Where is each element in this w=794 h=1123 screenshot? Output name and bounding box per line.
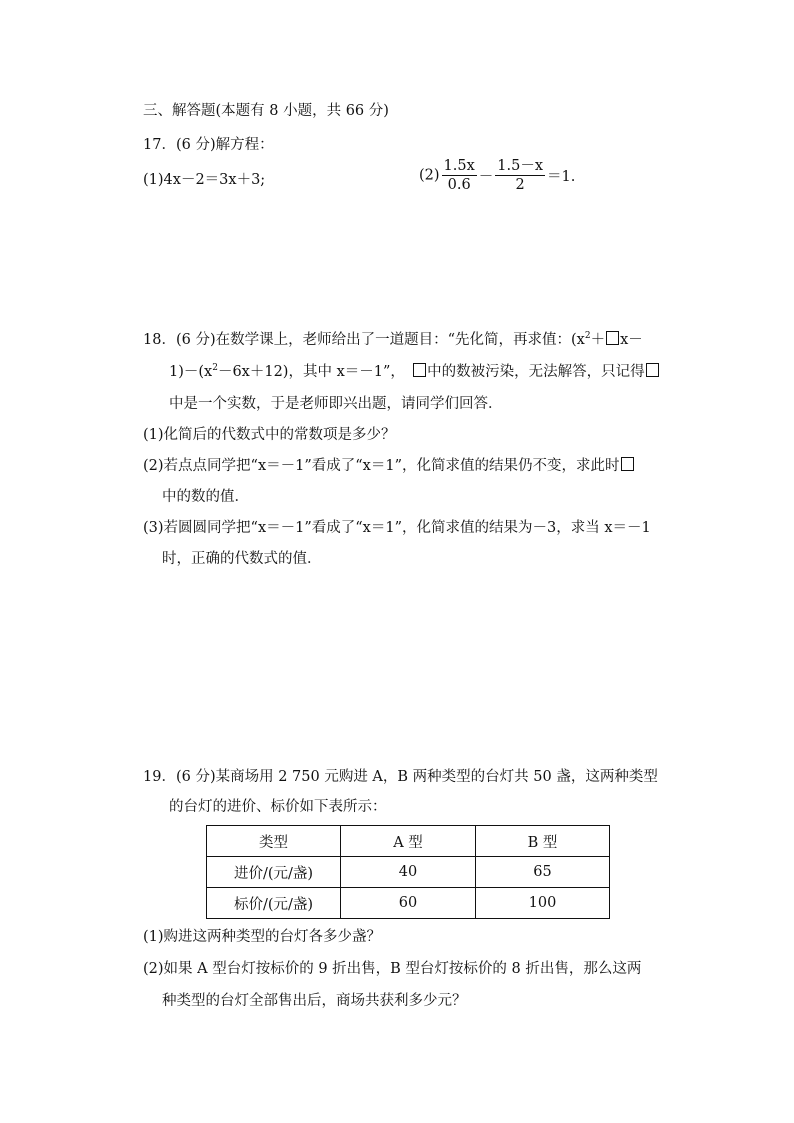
q17-fraction-1-numerator: 1.5x xyxy=(443,158,475,174)
q19-line1: 19．(6 分)某商场用 2 750 元购进 A，B 两种类型的台灯共 50 盏，这两种类型 xyxy=(143,769,658,785)
q17-rhs: ＝1. xyxy=(547,169,576,185)
q18-line3: 中是一个实数，于是老师即兴出题，请同学们回答． xyxy=(169,396,503,412)
q18-sub2-text: (2)若点点同学把“x＝－1”看成了“x＝1”，化简求值的结果仍不变，求此时 xyxy=(143,458,620,474)
q18-sub3-cont: 时，正确的代数式的值． xyxy=(162,551,322,567)
q17-stem: 17．(6 分)解方程： xyxy=(143,137,274,153)
q19-sub1: (1)购进这两种类型的台灯各多少盏？ xyxy=(143,929,382,945)
q18-line2-text-c: 中的数被污染，无法解答，只记得 xyxy=(427,364,645,380)
table-header-cell: A 型 xyxy=(341,826,476,857)
price-table xyxy=(206,825,610,919)
q18-exponent-1: 2 xyxy=(584,331,591,341)
q18-line2-text-b: －6x＋12)，其中 x＝－1”， xyxy=(217,364,413,380)
q17-fraction-2-numerator: 1.5－x xyxy=(497,158,544,174)
q17-fraction-1-denominator: 0.6 xyxy=(447,177,471,193)
q19-sub2-cont: 种类型的台灯全部售出后，商场共获利多少元？ xyxy=(162,993,467,1009)
blank-box-1 xyxy=(606,331,619,345)
q19-line2: 的台灯的进价、标价如下表所示： xyxy=(169,799,387,815)
q18-sub3: (3)若圆圆同学把“x＝－1”看成了“x＝1”，化简求值的结果为－3，求当 x＝－1 xyxy=(143,520,651,536)
blank-box-3 xyxy=(646,363,659,377)
q17-part2 xyxy=(419,158,575,193)
q18-line1-text-c: x－ xyxy=(620,332,643,348)
q18-sub1: (1)化简后的代数式中的常数项是多少？ xyxy=(143,427,396,443)
q17-part2-label: (2) xyxy=(419,167,440,184)
q17-part1 xyxy=(143,170,265,190)
q18-exponent-2: 2 xyxy=(212,363,218,373)
q18-line2-text-a: 1)－(x xyxy=(169,364,213,380)
table-cell: 40 xyxy=(341,857,476,888)
q17-minus: － xyxy=(478,169,494,185)
q17-fraction-2 xyxy=(495,158,545,193)
blank-box-4 xyxy=(621,457,634,471)
q17-part1-label: (1) xyxy=(143,172,164,188)
q18-line1 xyxy=(143,330,643,350)
q18-sub2 xyxy=(143,456,635,476)
table-cell: 进价/(元/盏) xyxy=(207,857,341,888)
q18-line2 xyxy=(169,362,660,382)
q17-fraction-2-denominator: 2 xyxy=(515,177,525,193)
blank-box-2 xyxy=(413,363,426,377)
table-header-cell: 类型 xyxy=(207,826,341,857)
q18-sub2-cont: 中的数的值． xyxy=(162,489,249,505)
table-row xyxy=(207,857,610,888)
q17-fraction-1 xyxy=(442,158,477,193)
table-header-cell: B 型 xyxy=(476,826,610,857)
q19-sub2: (2)如果 A 型台灯按标价的 9 折出售，B 型台灯按标价的 8 折出售，那么这两 xyxy=(143,961,642,977)
table-row xyxy=(207,888,610,919)
section-title: 三、解答题(本题有 8 小题，共 66 分) xyxy=(143,103,389,119)
table-cell: 100 xyxy=(476,888,610,919)
q17-part1-expr: 4x－2＝3x＋3; xyxy=(163,172,266,188)
q18-line1-text-a: 18．(6 分)在数学课上，老师给出了一道题目：“先化简，再求值：(x xyxy=(143,332,585,348)
table-cell: 65 xyxy=(476,857,610,888)
table-cell: 标价/(元/盏) xyxy=(207,888,341,919)
table-cell: 60 xyxy=(341,888,476,919)
table-header-row xyxy=(207,826,610,857)
q18-line1-text-b: ＋ xyxy=(590,332,606,348)
